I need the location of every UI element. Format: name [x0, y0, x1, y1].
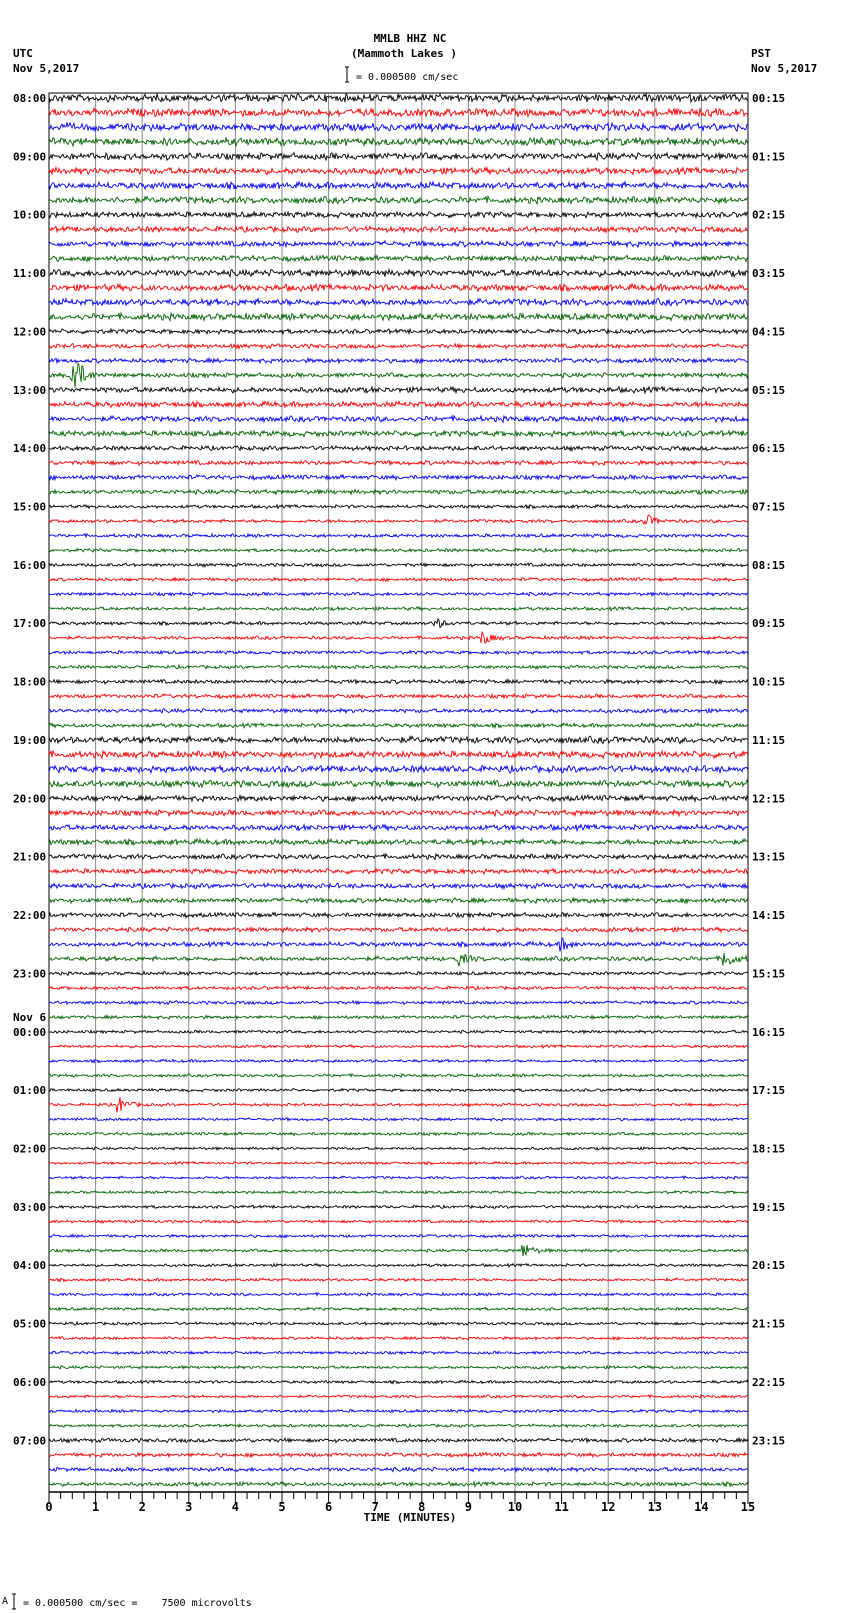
pst-hour-label: 04:15 — [752, 325, 786, 339]
pst-hour-label: 13:15 — [752, 850, 786, 864]
utc-hour-label: 02:00 — [13, 1142, 47, 1156]
seismic-trace — [49, 1245, 748, 1256]
seismic-trace — [49, 329, 748, 334]
seismic-trace — [49, 810, 748, 816]
seismic-trace — [49, 1438, 748, 1442]
seismic-trace — [49, 446, 748, 451]
seismic-trace — [49, 1045, 748, 1048]
seismic-trace — [49, 1307, 748, 1310]
seismic-trace — [49, 1467, 748, 1471]
seismic-trace — [49, 1220, 748, 1223]
pst-hour-label: 02:15 — [752, 208, 786, 222]
seismic-trace — [49, 505, 748, 509]
station-title: MMLB HHZ NC — [373, 32, 447, 45]
utc-hour-label: 18:00 — [13, 675, 47, 689]
utc-hour-label: 22:00 — [13, 909, 47, 923]
x-tick-label: 13 — [647, 1500, 663, 1514]
seismic-trace — [49, 167, 748, 174]
seismic-trace — [49, 1059, 748, 1062]
seismic-trace — [49, 694, 748, 698]
seismic-trace — [49, 255, 748, 261]
pst-hour-label: 05:15 — [752, 383, 786, 397]
seismic-trace — [49, 1015, 748, 1019]
footer-scale-label: = 0.000500 cm/sec = 7500 microvolts — [23, 1598, 252, 1609]
seismic-trace — [49, 795, 748, 801]
seismic-trace — [49, 680, 748, 684]
seismic-trace — [49, 1264, 748, 1267]
x-tick-label: 11 — [554, 1500, 569, 1514]
pst-hour-label: 19:15 — [752, 1200, 786, 1214]
pst-hour-label: 20:15 — [752, 1259, 786, 1273]
pst-hour-label: 09:15 — [752, 617, 786, 631]
seismic-trace — [49, 475, 748, 480]
seismic-trace — [49, 534, 748, 538]
utc-hour-label: 23:00 — [13, 967, 47, 981]
seismic-trace — [49, 913, 748, 918]
seismic-trace — [49, 226, 748, 232]
seismic-trace — [49, 825, 748, 831]
utc-hour-label: 05:00 — [13, 1317, 47, 1331]
utc-hour-label: 19:00 — [13, 733, 47, 747]
seismic-trace — [49, 651, 748, 655]
x-tick-label: 6 — [324, 1500, 333, 1514]
scale-label: = 0.000500 cm/sec — [356, 72, 459, 83]
seismic-trace — [49, 1030, 748, 1033]
seismic-trace — [49, 241, 748, 247]
right-timezone: PST — [751, 47, 771, 60]
x-tick-label: 8 — [418, 1500, 426, 1514]
pst-hour-label: 16:15 — [752, 1025, 786, 1039]
pst-hour-label: 12:15 — [752, 792, 786, 806]
utc-hour-label: 13:00 — [13, 383, 47, 397]
seismic-trace — [49, 1162, 748, 1165]
seismic-trace — [49, 1089, 748, 1092]
seismic-trace — [49, 401, 748, 407]
pst-hour-label: 22:15 — [752, 1375, 786, 1389]
utc-hour-label: 14:00 — [13, 442, 47, 456]
x-tick-label: 15 — [740, 1500, 756, 1514]
pst-hour-label: 01:15 — [752, 150, 786, 164]
seismic-trace — [49, 927, 748, 932]
seismic-trace — [49, 709, 748, 713]
seismic-trace — [49, 298, 748, 305]
utc-hour-label: 01:00 — [13, 1084, 47, 1098]
pst-hour-label: 15:15 — [752, 967, 786, 981]
seismic-trace — [49, 94, 748, 102]
x-tick-label: 5 — [278, 1500, 286, 1514]
seismic-trace — [49, 1351, 748, 1354]
utc-hour-label: 17:00 — [13, 617, 47, 631]
seismic-trace — [49, 515, 748, 524]
seismic-trace — [49, 563, 748, 567]
pst-hour-label: 11:15 — [752, 733, 786, 747]
seismic-trace — [49, 270, 748, 277]
utc-hour-label: 08:00 — [13, 92, 47, 105]
seismic-trace — [49, 1191, 748, 1194]
utc-hour-label: 04:00 — [13, 1259, 47, 1273]
seismic-trace — [49, 883, 748, 888]
x-tick-label: 10 — [507, 1500, 523, 1514]
seismic-trace — [49, 460, 748, 465]
seismic-trace — [49, 416, 748, 422]
seismic-trace — [49, 1337, 748, 1340]
x-tick-label: 12 — [600, 1500, 616, 1514]
x-tick-label: 1 — [91, 1500, 100, 1514]
seismic-trace — [49, 723, 748, 728]
seismic-trace — [49, 1410, 748, 1413]
utc-hour-label: 21:00 — [13, 850, 47, 864]
x-axis-label: TIME (MINUTES) — [363, 1511, 457, 1524]
seismic-trace — [49, 592, 748, 596]
utc-hour-label: 15:00 — [13, 500, 47, 514]
seismic-trace — [49, 1097, 748, 1112]
seismic-trace — [49, 1278, 748, 1281]
seismic-trace — [49, 780, 748, 787]
seismic-trace — [49, 1118, 748, 1121]
seismic-trace — [49, 212, 748, 218]
seismic-trace — [49, 196, 748, 204]
seismic-trace — [49, 123, 748, 132]
x-tick-label: 2 — [138, 1500, 146, 1514]
pst-hour-label: 00:15 — [752, 92, 786, 105]
seismic-trace — [49, 632, 748, 643]
utc-hour-label: 03:00 — [13, 1200, 47, 1214]
seismic-trace — [49, 387, 748, 393]
seismic-trace — [49, 953, 748, 966]
seismic-trace — [49, 431, 748, 437]
seismic-trace — [49, 137, 748, 146]
utc-hour-label: 07:00 — [13, 1434, 47, 1448]
seismic-trace — [49, 153, 748, 160]
seismic-trace — [49, 1293, 748, 1296]
scale-bar-icon — [345, 67, 349, 82]
seismic-trace — [49, 1001, 748, 1005]
seismic-trace — [49, 938, 748, 952]
x-tick-label: 4 — [231, 1500, 240, 1514]
seismic-trace — [49, 1366, 748, 1369]
x-tick-label: 3 — [185, 1500, 193, 1514]
seismic-trace — [49, 1395, 748, 1398]
seismic-trace — [49, 1322, 748, 1325]
utc-hour-label: 11:00 — [13, 267, 47, 281]
seismic-trace — [49, 1380, 748, 1383]
seismic-trace — [49, 182, 748, 190]
seismic-trace — [49, 1074, 748, 1077]
seismic-trace — [49, 986, 748, 990]
seismic-trace — [49, 1234, 748, 1237]
seismic-trace — [49, 898, 748, 904]
seismic-trace — [49, 839, 748, 845]
seismic-trace — [49, 736, 748, 743]
seismic-trace — [49, 1176, 748, 1179]
footer-mark: A — [2, 1596, 9, 1607]
pst-hour-label: 21:15 — [752, 1317, 786, 1331]
x-tick-label: 7 — [371, 1500, 379, 1514]
right-date: Nov 5,2017 — [751, 62, 818, 75]
seismic-trace — [49, 607, 748, 611]
seismic-trace — [49, 358, 748, 363]
seismic-trace — [49, 1205, 748, 1208]
seismic-trace — [49, 578, 748, 582]
seismic-trace — [49, 972, 748, 976]
utc-hour-label: 16:00 — [13, 558, 47, 572]
pst-hour-label: 03:15 — [752, 267, 786, 281]
seismic-trace — [49, 108, 748, 117]
seismic-trace — [49, 1147, 748, 1150]
date-change-label: Nov 6 — [13, 1010, 47, 1024]
pst-hour-label: 14:15 — [752, 909, 786, 923]
pst-hour-label: 06:15 — [752, 442, 786, 456]
utc-hour-label: 06:00 — [13, 1375, 47, 1389]
pst-hour-label: 07:15 — [752, 500, 786, 514]
seismic-trace — [49, 751, 748, 759]
utc-hour-label: 00:00 — [13, 1025, 47, 1039]
pst-hour-label: 10:15 — [752, 675, 786, 689]
utc-hour-label: 20:00 — [13, 792, 47, 806]
x-tick-label: 0 — [45, 1500, 53, 1514]
seismic-trace — [49, 284, 748, 292]
seismic-trace — [49, 313, 748, 321]
seismic-trace — [49, 549, 748, 553]
utc-hour-label: 10:00 — [13, 208, 47, 222]
x-tick-label: 14 — [694, 1500, 709, 1514]
seismic-trace — [49, 1453, 748, 1458]
pst-hour-label: 17:15 — [752, 1084, 786, 1098]
seismic-trace — [49, 854, 748, 860]
pst-hour-label: 18:15 — [752, 1142, 786, 1156]
station-location: (Mammoth Lakes ) — [351, 47, 457, 60]
seismic-trace — [49, 490, 748, 495]
seismic-trace — [49, 1132, 748, 1135]
pst-hour-label: 23:15 — [752, 1434, 786, 1448]
seismic-trace — [49, 665, 748, 669]
seismic-trace — [49, 869, 748, 874]
traces — [49, 94, 748, 1487]
utc-hour-label: 09:00 — [13, 150, 47, 164]
utc-hour-label: 12:00 — [13, 325, 47, 339]
seismic-trace — [49, 364, 748, 388]
seismic-trace — [49, 766, 748, 773]
left-timezone: UTC — [13, 47, 33, 60]
seismic-trace — [49, 1482, 748, 1487]
seismic-trace — [49, 344, 748, 349]
footer-scale-bar-icon — [12, 1594, 16, 1609]
pst-hour-label: 08:15 — [752, 558, 786, 572]
seismic-trace — [49, 1424, 748, 1427]
x-tick-label: 9 — [464, 1500, 473, 1514]
left-date: Nov 5,2017 — [13, 62, 80, 75]
seismic-trace — [49, 619, 748, 628]
